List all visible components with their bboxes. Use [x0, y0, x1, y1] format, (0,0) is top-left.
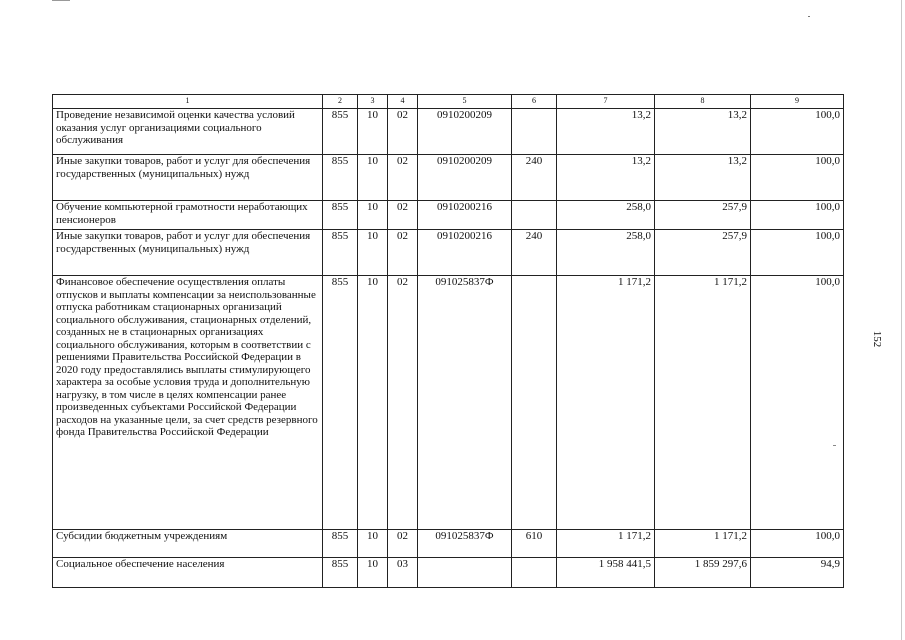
amount-cell: 1 171,2: [557, 276, 655, 530]
expense-type-cell: 610: [512, 530, 557, 558]
percent-cell: 100,0: [751, 276, 844, 530]
column-number: 6: [512, 95, 557, 109]
page-number: 152: [871, 330, 883, 348]
amount-cell: 258,0: [557, 230, 655, 276]
subsection-cell: 02: [388, 230, 418, 276]
item-name-cell: Обучение компьютерной грамотности неработающих пенсионеров: [53, 201, 323, 230]
target-article-cell: 0910200209: [418, 109, 512, 155]
amount-cell: 258,0: [557, 201, 655, 230]
table-body: [53, 109, 844, 588]
expense-type-cell: [512, 201, 557, 230]
item-name-cell: Субсидии бюджетным учреждениям: [53, 530, 323, 558]
table-row: [53, 230, 844, 276]
subsection-cell: 02: [388, 155, 418, 201]
item-name-cell: Социальное обеспечение населения: [53, 558, 323, 588]
column-number: 1: [53, 95, 323, 109]
table-header: [53, 95, 844, 109]
budget-execution-table: [52, 94, 844, 588]
section-cell: 10: [358, 155, 388, 201]
amount-cell: 257,9: [655, 230, 751, 276]
amount-cell: 13,2: [557, 155, 655, 201]
scan-mark-top: [52, 0, 70, 1]
amount-cell: 13,2: [557, 109, 655, 155]
table-row: [53, 276, 844, 530]
amount-cell: 1 171,2: [655, 276, 751, 530]
target-article-cell: [418, 558, 512, 588]
column-number: 3: [358, 95, 388, 109]
target-article-cell: 0910200216: [418, 201, 512, 230]
expense-type-cell: [512, 558, 557, 588]
item-name-cell: Иные закупки товаров, работ и услуг для обеспечения государственных (муниципальных) нужд: [53, 155, 323, 201]
table-row: [53, 155, 844, 201]
amount-cell: 1 958 441,5: [557, 558, 655, 588]
admin-code-cell: 855: [323, 530, 358, 558]
percent-cell: 100,0: [751, 109, 844, 155]
amount-cell: 1 859 297,6: [655, 558, 751, 588]
column-number: 9: [751, 95, 844, 109]
expense-type-cell: [512, 276, 557, 530]
admin-code-cell: 855: [323, 201, 358, 230]
section-cell: 10: [358, 230, 388, 276]
section-cell: 10: [358, 201, 388, 230]
column-number: 8: [655, 95, 751, 109]
table-row: [53, 558, 844, 588]
column-number: 2: [323, 95, 358, 109]
target-article-cell: 0910200216: [418, 230, 512, 276]
amount-cell: 1 171,2: [655, 530, 751, 558]
column-numbers-row: [53, 95, 844, 109]
scan-speck: [808, 16, 810, 17]
admin-code-cell: 855: [323, 155, 358, 201]
subsection-cell: 03: [388, 558, 418, 588]
percent-cell: 100,0: [751, 155, 844, 201]
column-number: 5: [418, 95, 512, 109]
table-row: [53, 530, 844, 558]
admin-code-cell: 855: [323, 230, 358, 276]
column-number: 7: [557, 95, 655, 109]
section-cell: 10: [358, 109, 388, 155]
target-article-cell: 091025837Ф: [418, 530, 512, 558]
expense-type-cell: [512, 109, 557, 155]
expense-type-cell: 240: [512, 230, 557, 276]
amount-cell: 13,2: [655, 155, 751, 201]
percent-cell: 100,0: [751, 530, 844, 558]
percent-cell: 100,0: [751, 201, 844, 230]
table-row: [53, 109, 844, 155]
amount-cell: 13,2: [655, 109, 751, 155]
section-cell: 10: [358, 530, 388, 558]
amount-cell: 1 171,2: [557, 530, 655, 558]
item-name-cell: Проведение независимой оценки качества условий оказания услуг организациями социального обслуживания: [53, 109, 323, 155]
page-edge: [901, 0, 902, 640]
subsection-cell: 02: [388, 530, 418, 558]
target-article-cell: 0910200209: [418, 155, 512, 201]
expense-type-cell: 240: [512, 155, 557, 201]
item-name-cell: Иные закупки товаров, работ и услуг для обеспечения государственных (муниципальных) нужд: [53, 230, 323, 276]
section-cell: 10: [358, 558, 388, 588]
admin-code-cell: 855: [323, 276, 358, 530]
item-name-cell: Финансовое обеспечение осуществления оплаты отпусков и выплаты компенсации за неиспользованные отпуска работникам стационарных организаций социального обслуживания, стационарных отделений, созданных не в стационарных организациях социального обслуживания, которым в соответствии с решениями Правительства Российской Федерации в 2020 году предоставлялись выплаты стимулирующего характера за особые условия труда и дополнительную нагрузку, в том числе в целях компенсации ранее произведенных субъектами Российской Федерации расходов на указанные цели, за счет средств резервного фонда Правительства Российской Федерации: [53, 276, 323, 530]
percent-cell: 94,9: [751, 558, 844, 588]
subsection-cell: 02: [388, 201, 418, 230]
subsection-cell: 02: [388, 276, 418, 530]
target-article-cell: 091025837Ф: [418, 276, 512, 530]
table-row: [53, 201, 844, 230]
section-cell: 10: [358, 276, 388, 530]
percent-cell: 100,0: [751, 230, 844, 276]
admin-code-cell: 855: [323, 109, 358, 155]
admin-code-cell: 855: [323, 558, 358, 588]
amount-cell: 257,9: [655, 201, 751, 230]
subsection-cell: 02: [388, 109, 418, 155]
column-number: 4: [388, 95, 418, 109]
